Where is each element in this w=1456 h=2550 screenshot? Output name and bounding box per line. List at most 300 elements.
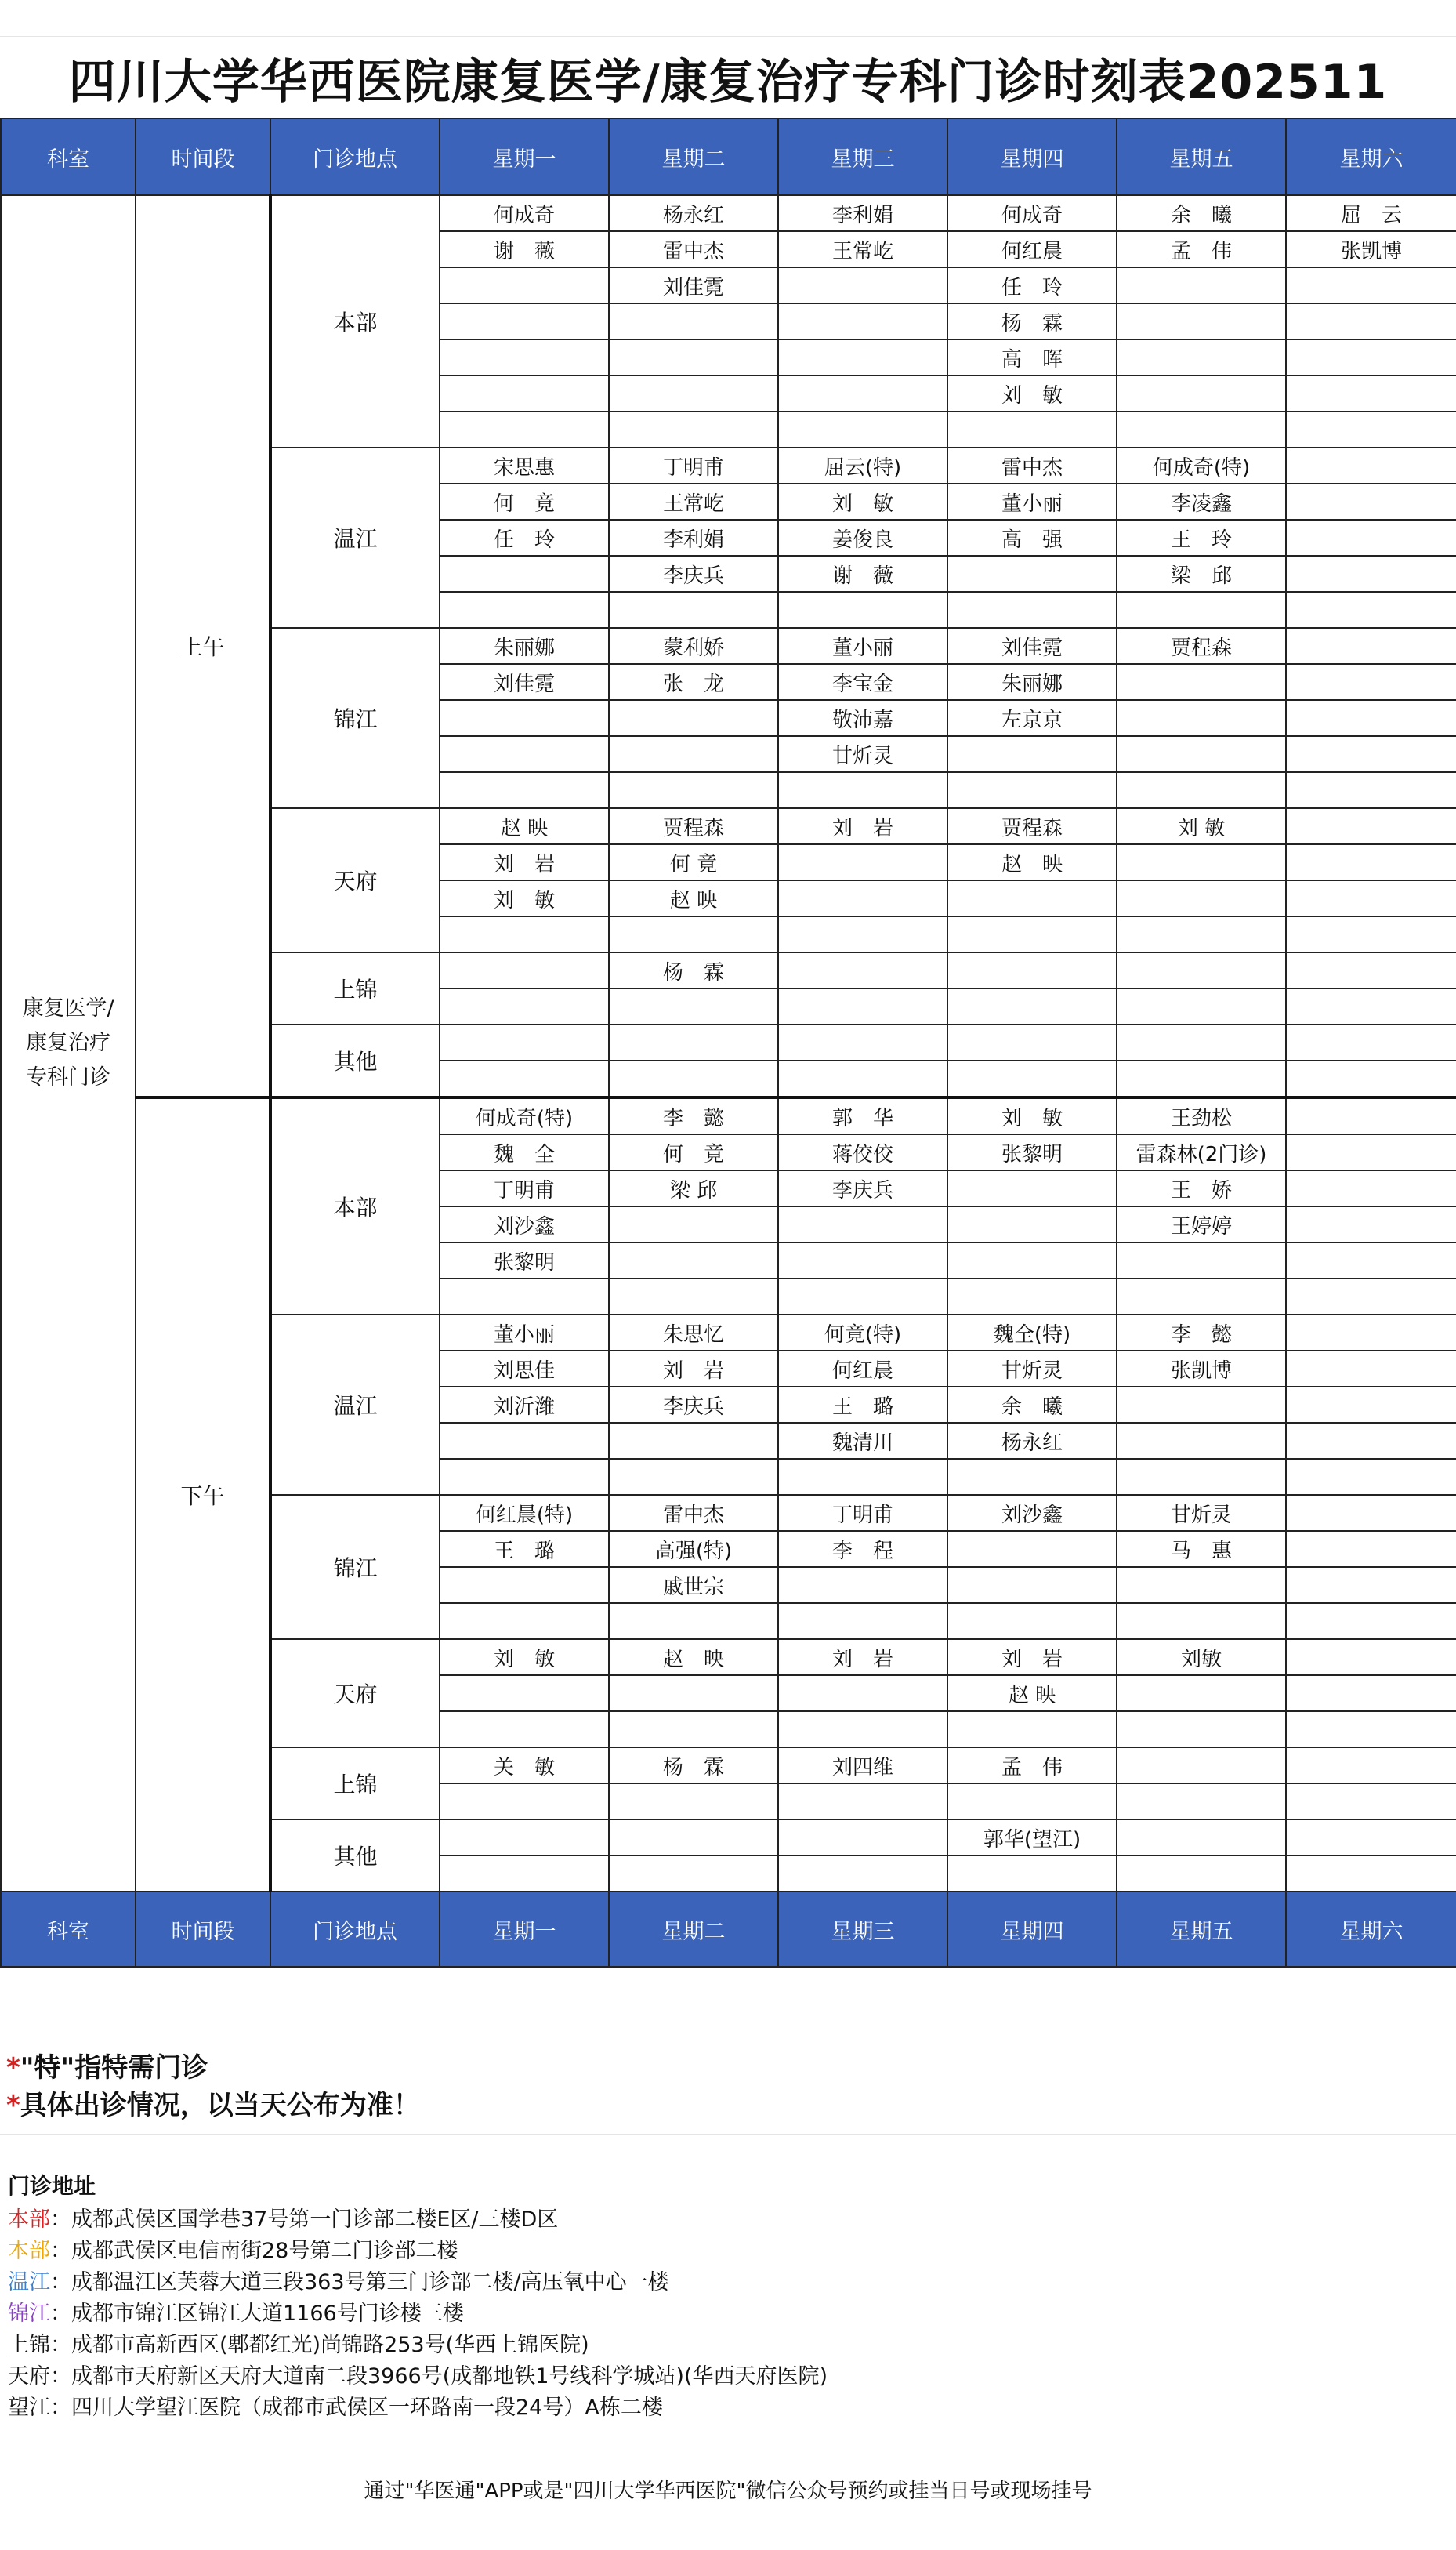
column-header: 时间段 <box>136 118 270 195</box>
doctor-cell <box>609 1711 778 1747</box>
address-label: 温江 <box>8 2270 50 2294</box>
doctor-cell: 谢 薇 <box>778 556 947 592</box>
doctor-cell <box>947 880 1117 916</box>
doctor-cell: 甘炘灵 <box>1117 1495 1286 1531</box>
doctor-cell <box>1286 736 1456 772</box>
doctor-cell <box>1117 736 1286 772</box>
doctor-cell: 谢 薇 <box>440 231 609 267</box>
column-header: 门诊地点 <box>270 118 440 195</box>
doctor-cell: 杨永红 <box>609 195 778 231</box>
doctor-cell: 张凯博 <box>1117 1351 1286 1387</box>
doctor-cell <box>1286 1315 1456 1351</box>
address-label: 本部 <box>8 2239 50 2263</box>
doctor-cell <box>947 556 1117 592</box>
doctor-cell <box>609 988 778 1025</box>
doctor-cell: 任 玲 <box>947 267 1117 303</box>
doctor-cell <box>778 1711 947 1747</box>
address-item <box>8 2392 828 2424</box>
page-title: 四川大学华西医院康复医学/康复治疗专科门诊时刻表202511 <box>68 55 1388 110</box>
doctor-cell: 刘思佳 <box>440 1351 609 1387</box>
column-header: 星期三 <box>778 1892 947 1967</box>
doctor-cell <box>1286 375 1456 412</box>
doctor-cell <box>1286 448 1456 484</box>
doctor-cell <box>1117 844 1286 880</box>
doctor-cell <box>440 1423 609 1459</box>
note-special <box>6 2049 420 2087</box>
doctor-cell: 刘 岩 <box>778 808 947 844</box>
column-header: 星期一 <box>440 1892 609 1967</box>
doctor-cell <box>1286 1603 1456 1639</box>
doctor-cell: 朱思忆 <box>609 1315 778 1351</box>
doctor-cell <box>440 1675 609 1711</box>
doctor-cell <box>1286 339 1456 375</box>
address-label: 天府 <box>8 2364 50 2389</box>
address-item <box>8 2236 828 2267</box>
column-header: 星期六 <box>1286 118 1456 195</box>
doctor-cell: 刘佳霓 <box>609 267 778 303</box>
doctor-cell <box>778 916 947 952</box>
doctor-cell <box>609 736 778 772</box>
doctor-cell <box>609 375 778 412</box>
schedule-table <box>0 118 1456 1968</box>
doctor-cell <box>1286 1134 1456 1170</box>
doctor-cell <box>440 592 609 628</box>
doctor-cell <box>1117 1855 1286 1892</box>
doctor-cell <box>1117 1603 1286 1639</box>
period-cell: 上午 <box>136 195 270 1097</box>
doctor-cell <box>440 375 609 412</box>
doctor-cell: 何 竟 <box>440 484 609 520</box>
doctor-cell <box>609 1423 778 1459</box>
doctor-cell: 戚世宗 <box>609 1567 778 1603</box>
doctor-cell: 何 竟 <box>609 1134 778 1170</box>
doctor-cell: 贾程森 <box>609 808 778 844</box>
doctor-cell: 何红晨 <box>778 1351 947 1387</box>
doctor-cell: 高 晖 <box>947 339 1117 375</box>
doctor-cell: 刘敏 <box>1117 1639 1286 1675</box>
column-header: 星期三 <box>778 118 947 195</box>
doctor-cell: 屈云(特) <box>778 448 947 484</box>
doctor-cell <box>440 1567 609 1603</box>
doctor-cell: 李庆兵 <box>609 1387 778 1423</box>
address-item <box>8 2330 828 2361</box>
doctor-cell: 张 龙 <box>609 664 778 700</box>
doctor-cell <box>1117 1061 1286 1097</box>
address-colon: ： <box>50 2270 71 2294</box>
doctor-cell: 雷森林(2门诊) <box>1117 1134 1286 1170</box>
doctor-cell <box>609 1459 778 1495</box>
doctor-cell <box>947 952 1117 988</box>
doctor-cell <box>1286 1279 1456 1315</box>
doctor-cell <box>1117 1242 1286 1279</box>
doctor-cell <box>609 1061 778 1097</box>
doctor-cell <box>778 267 947 303</box>
doctor-cell: 刘 岩 <box>947 1639 1117 1675</box>
doctor-cell: 姜俊良 <box>778 520 947 556</box>
address-label: 上锦 <box>8 2333 50 2357</box>
doctor-cell: 刘 敏 <box>778 484 947 520</box>
address-colon: ： <box>50 2239 71 2263</box>
doctor-cell <box>1286 664 1456 700</box>
doctor-cell <box>440 736 609 772</box>
address-item <box>8 2361 828 2392</box>
doctor-cell: 董小丽 <box>778 628 947 664</box>
location-cell: 本部 <box>270 1097 440 1315</box>
doctor-cell <box>1286 267 1456 303</box>
doctor-cell: 刘 敏 <box>947 1097 1117 1134</box>
notes-section <box>6 2049 420 2124</box>
address-colon: ： <box>50 2333 71 2357</box>
doctor-cell: 刘 岩 <box>778 1639 947 1675</box>
address-item <box>8 2267 828 2298</box>
column-header: 星期一 <box>440 118 609 195</box>
address-text: 成都温江区芙蓉大道三段363号第三门诊部二楼/高压氧中心一楼 <box>71 2270 669 2294</box>
doctor-cell <box>1286 1387 1456 1423</box>
column-header: 星期六 <box>1286 1892 1456 1967</box>
column-header: 时间段 <box>136 1892 270 1967</box>
doctor-cell <box>1117 1387 1286 1423</box>
doctor-cell <box>1286 1711 1456 1747</box>
doctor-cell <box>609 1855 778 1892</box>
doctor-cell: 杨 霖 <box>609 1747 778 1783</box>
note-text: 具体出诊情况，以当天公布为准！ <box>20 2090 420 2121</box>
doctor-cell: 丁明甫 <box>440 1170 609 1206</box>
doctor-cell: 刘佳霓 <box>947 628 1117 664</box>
location-cell: 本部 <box>270 195 440 448</box>
doctor-cell: 蒋佼佼 <box>778 1134 947 1170</box>
doctor-cell <box>778 1855 947 1892</box>
doctor-cell <box>1117 1279 1286 1315</box>
doctor-cell <box>1117 375 1286 412</box>
doctor-cell: 魏清川 <box>778 1423 947 1459</box>
doctor-cell: 梁 邱 <box>1117 556 1286 592</box>
doctor-cell <box>778 880 947 916</box>
doctor-cell <box>947 1531 1117 1567</box>
doctor-cell <box>1117 412 1286 448</box>
doctor-cell <box>778 772 947 808</box>
doctor-cell: 刘沙鑫 <box>440 1206 609 1242</box>
address-text: 成都市高新西区(郫都红光)尚锦路253号(华西上锦医院) <box>71 2333 589 2357</box>
doctor-cell <box>609 1242 778 1279</box>
note-star: * <box>6 2052 20 2084</box>
doctor-cell <box>1286 844 1456 880</box>
doctor-cell <box>609 700 778 736</box>
doctor-cell <box>440 916 609 952</box>
doctor-cell: 马 惠 <box>1117 1531 1286 1567</box>
doctor-cell <box>1286 1459 1456 1495</box>
doctor-cell <box>609 1783 778 1819</box>
doctor-cell <box>1286 700 1456 736</box>
doctor-cell: 赵 映 <box>947 844 1117 880</box>
doctor-cell: 朱丽娜 <box>947 664 1117 700</box>
doctor-cell <box>440 700 609 736</box>
doctor-cell: 赵 映 <box>609 880 778 916</box>
address-colon: ： <box>50 2207 71 2232</box>
column-header: 星期四 <box>947 1892 1117 1967</box>
doctor-cell <box>1286 1819 1456 1855</box>
doctor-cell: 魏全(特) <box>947 1315 1117 1351</box>
doctor-cell <box>947 1279 1117 1315</box>
doctor-cell: 甘炘灵 <box>778 736 947 772</box>
doctor-cell: 李 程 <box>778 1531 947 1567</box>
doctor-cell: 郭华(望江) <box>947 1819 1117 1855</box>
doctor-cell: 丁明甫 <box>778 1495 947 1531</box>
location-cell: 温江 <box>270 448 440 628</box>
doctor-cell: 张黎明 <box>947 1134 1117 1170</box>
doctor-cell <box>1286 952 1456 988</box>
doctor-cell <box>1286 1206 1456 1242</box>
doctor-cell <box>1286 1747 1456 1783</box>
doctor-cell: 朱丽娜 <box>440 628 609 664</box>
address-colon: ： <box>50 2302 71 2326</box>
doctor-cell <box>440 556 609 592</box>
doctor-cell <box>1117 1675 1286 1711</box>
table-row <box>1 195 1456 231</box>
doctor-cell: 孟 伟 <box>1117 231 1286 267</box>
doctor-cell: 贾程森 <box>1117 628 1286 664</box>
doctor-cell <box>1286 1170 1456 1206</box>
doctor-cell <box>1286 1639 1456 1675</box>
doctor-cell: 刘 敏 <box>440 1639 609 1675</box>
doctor-cell: 李 懿 <box>609 1097 778 1134</box>
doctor-cell: 杨 霖 <box>947 303 1117 339</box>
doctor-cell <box>1117 1747 1286 1783</box>
doctor-cell: 李庆兵 <box>609 556 778 592</box>
location-cell: 天府 <box>270 808 440 952</box>
doctor-cell <box>1286 1351 1456 1387</box>
doctor-cell: 刘 敏 <box>1117 808 1286 844</box>
doctor-cell <box>778 339 947 375</box>
doctor-cell <box>440 1783 609 1819</box>
doctor-cell <box>1286 988 1456 1025</box>
doctor-cell <box>609 1819 778 1855</box>
doctor-cell <box>947 1603 1117 1639</box>
location-cell: 其他 <box>270 1819 440 1892</box>
table-row <box>1 1097 1456 1134</box>
doctor-cell <box>947 1459 1117 1495</box>
doctor-cell <box>609 1675 778 1711</box>
address-text: 成都市天府新区天府大道南二段3966号(成都地铁1号线科学城站)(华西天府医院) <box>71 2364 828 2389</box>
doctor-cell <box>1286 556 1456 592</box>
doctor-cell <box>778 988 947 1025</box>
doctor-cell <box>947 1567 1117 1603</box>
note-star: * <box>6 2090 20 2121</box>
doctor-cell <box>778 1242 947 1279</box>
doctor-cell <box>947 1855 1117 1892</box>
doctor-cell: 贾程森 <box>947 808 1117 844</box>
doctor-cell <box>609 1603 778 1639</box>
doctor-cell: 李宝金 <box>778 664 947 700</box>
doctor-cell <box>609 772 778 808</box>
doctor-cell <box>609 339 778 375</box>
doctor-cell: 何竟(特) <box>778 1315 947 1351</box>
address-text: 四川大学望江医院（成都市武侯区一环路南一段24号）A栋二楼 <box>71 2396 663 2420</box>
doctor-cell: 雷中杰 <box>609 231 778 267</box>
note-schedule <box>6 2087 420 2124</box>
doctor-cell <box>1286 808 1456 844</box>
address-label: 望江 <box>8 2396 50 2420</box>
doctor-cell: 刘 岩 <box>440 844 609 880</box>
doctor-cell: 刘四维 <box>778 1747 947 1783</box>
doctor-cell: 杨 霖 <box>609 952 778 988</box>
address-text: 成都市锦江区锦江大道1166号门诊楼三楼 <box>71 2302 464 2326</box>
doctor-cell <box>440 267 609 303</box>
doctor-cell <box>1286 520 1456 556</box>
doctor-cell: 刘 敏 <box>440 880 609 916</box>
doctor-cell <box>947 1711 1117 1747</box>
doctor-cell <box>778 375 947 412</box>
column-header: 科室 <box>1 118 136 195</box>
table-header-row <box>1 118 1456 195</box>
doctor-cell <box>1117 1819 1286 1855</box>
address-label: 锦江 <box>8 2302 50 2326</box>
doctor-cell <box>1117 772 1286 808</box>
doctor-cell <box>440 988 609 1025</box>
doctor-cell <box>1286 484 1456 520</box>
address-text: 成都武侯区电信南街28号第二门诊部二楼 <box>71 2239 458 2263</box>
doctor-cell <box>1117 1567 1286 1603</box>
doctor-cell <box>440 1061 609 1097</box>
notes-divider <box>0 2134 1456 2135</box>
doctor-cell: 王常屹 <box>609 484 778 520</box>
doctor-cell <box>947 1170 1117 1206</box>
doctor-cell <box>1117 339 1286 375</box>
doctor-cell: 董小丽 <box>440 1315 609 1351</box>
doctor-cell <box>609 592 778 628</box>
doctor-cell: 何成奇 <box>440 195 609 231</box>
doctor-cell: 刘佳霓 <box>440 664 609 700</box>
doctor-cell: 余 曦 <box>947 1387 1117 1423</box>
doctor-cell <box>1117 1783 1286 1819</box>
doctor-cell <box>609 303 778 339</box>
doctor-cell: 丁明甫 <box>609 448 778 484</box>
doctor-cell <box>1286 628 1456 664</box>
doctor-cell <box>440 412 609 448</box>
doctor-cell: 魏 全 <box>440 1134 609 1170</box>
doctor-cell <box>1286 1025 1456 1061</box>
address-item <box>8 2298 828 2330</box>
doctor-cell <box>440 952 609 988</box>
doctor-cell <box>1117 916 1286 952</box>
period-cell: 下午 <box>136 1097 270 1892</box>
doctor-cell: 杨永红 <box>947 1423 1117 1459</box>
column-header: 星期二 <box>609 118 778 195</box>
doctor-cell <box>1117 1459 1286 1495</box>
doctor-cell: 左京京 <box>947 700 1117 736</box>
doctor-cell <box>1117 880 1286 916</box>
doctor-cell: 刘 岩 <box>609 1351 778 1387</box>
doctor-cell: 敬沛嘉 <box>778 700 947 736</box>
address-text: 成都武侯区国学巷37号第一门诊部二楼E区/三楼D区 <box>71 2207 559 2232</box>
department-cell: 康复医学/康复治疗专科门诊 <box>1 195 136 1892</box>
location-cell: 锦江 <box>270 628 440 808</box>
doctor-cell <box>1117 988 1286 1025</box>
doctor-cell: 何 竟 <box>609 844 778 880</box>
doctor-cell <box>440 1603 609 1639</box>
location-cell: 温江 <box>270 1315 440 1495</box>
doctor-cell: 何成奇 <box>947 195 1117 231</box>
doctor-cell <box>440 303 609 339</box>
doctor-cell <box>609 916 778 952</box>
doctor-cell: 王常屹 <box>778 231 947 267</box>
doctor-cell: 赵 映 <box>440 808 609 844</box>
column-header: 星期二 <box>609 1892 778 1967</box>
doctor-cell: 张凯博 <box>1286 231 1456 267</box>
doctor-cell <box>778 1206 947 1242</box>
doctor-cell <box>1286 1061 1456 1097</box>
doctor-cell <box>947 1061 1117 1097</box>
address-section <box>8 2171 828 2424</box>
doctor-cell <box>947 1242 1117 1279</box>
doctor-cell <box>1117 1711 1286 1747</box>
table-body <box>1 195 1456 1892</box>
table-footer-row <box>1 1892 1456 1967</box>
doctor-cell <box>1286 303 1456 339</box>
doctor-cell <box>440 1711 609 1747</box>
doctor-cell: 赵 映 <box>609 1639 778 1675</box>
doctor-cell <box>1286 1855 1456 1892</box>
doctor-cell <box>778 1061 947 1097</box>
doctor-cell: 任 玲 <box>440 520 609 556</box>
doctor-cell <box>778 952 947 988</box>
doctor-cell <box>947 412 1117 448</box>
doctor-cell: 李 懿 <box>1117 1315 1286 1351</box>
doctor-cell <box>778 303 947 339</box>
doctor-cell: 何红晨(特) <box>440 1495 609 1531</box>
doctor-cell: 关 敏 <box>440 1747 609 1783</box>
doctor-cell <box>778 844 947 880</box>
doctor-cell: 李凌鑫 <box>1117 484 1286 520</box>
address-colon: ： <box>50 2364 71 2389</box>
doctor-cell: 刘沙鑫 <box>947 1495 1117 1531</box>
doctor-cell <box>947 736 1117 772</box>
doctor-cell: 刘沂潍 <box>440 1387 609 1423</box>
doctor-cell: 宋思惠 <box>440 448 609 484</box>
doctor-cell <box>440 339 609 375</box>
doctor-cell: 王婷婷 <box>1117 1206 1286 1242</box>
doctor-cell: 屈 云 <box>1286 195 1456 231</box>
doctor-cell <box>1286 880 1456 916</box>
doctor-cell: 李庆兵 <box>778 1170 947 1206</box>
doctor-cell <box>1286 772 1456 808</box>
doctor-cell <box>778 1819 947 1855</box>
address-colon: ： <box>50 2396 71 2420</box>
doctor-cell: 李利娟 <box>609 520 778 556</box>
doctor-cell: 郭 华 <box>778 1097 947 1134</box>
doctor-cell <box>778 1567 947 1603</box>
doctor-cell: 何红晨 <box>947 231 1117 267</box>
doctor-cell <box>1286 1495 1456 1531</box>
doctor-cell <box>1286 1531 1456 1567</box>
doctor-cell <box>440 1279 609 1315</box>
column-header: 科室 <box>1 1892 136 1967</box>
column-header: 星期五 <box>1117 1892 1286 1967</box>
doctor-cell <box>440 1819 609 1855</box>
doctor-cell <box>1286 412 1456 448</box>
doctor-cell <box>1117 1025 1286 1061</box>
doctor-cell <box>947 916 1117 952</box>
doctor-cell: 赵 映 <box>947 1675 1117 1711</box>
doctor-cell <box>1286 1242 1456 1279</box>
column-header: 星期五 <box>1117 118 1286 195</box>
doctor-cell <box>1286 1423 1456 1459</box>
location-cell: 其他 <box>270 1025 440 1097</box>
doctor-cell: 王劲松 <box>1117 1097 1286 1134</box>
doctor-cell: 何成奇(特) <box>440 1097 609 1134</box>
doctor-cell <box>1117 700 1286 736</box>
doctor-cell: 王 璐 <box>440 1531 609 1567</box>
doctor-cell <box>1286 1675 1456 1711</box>
